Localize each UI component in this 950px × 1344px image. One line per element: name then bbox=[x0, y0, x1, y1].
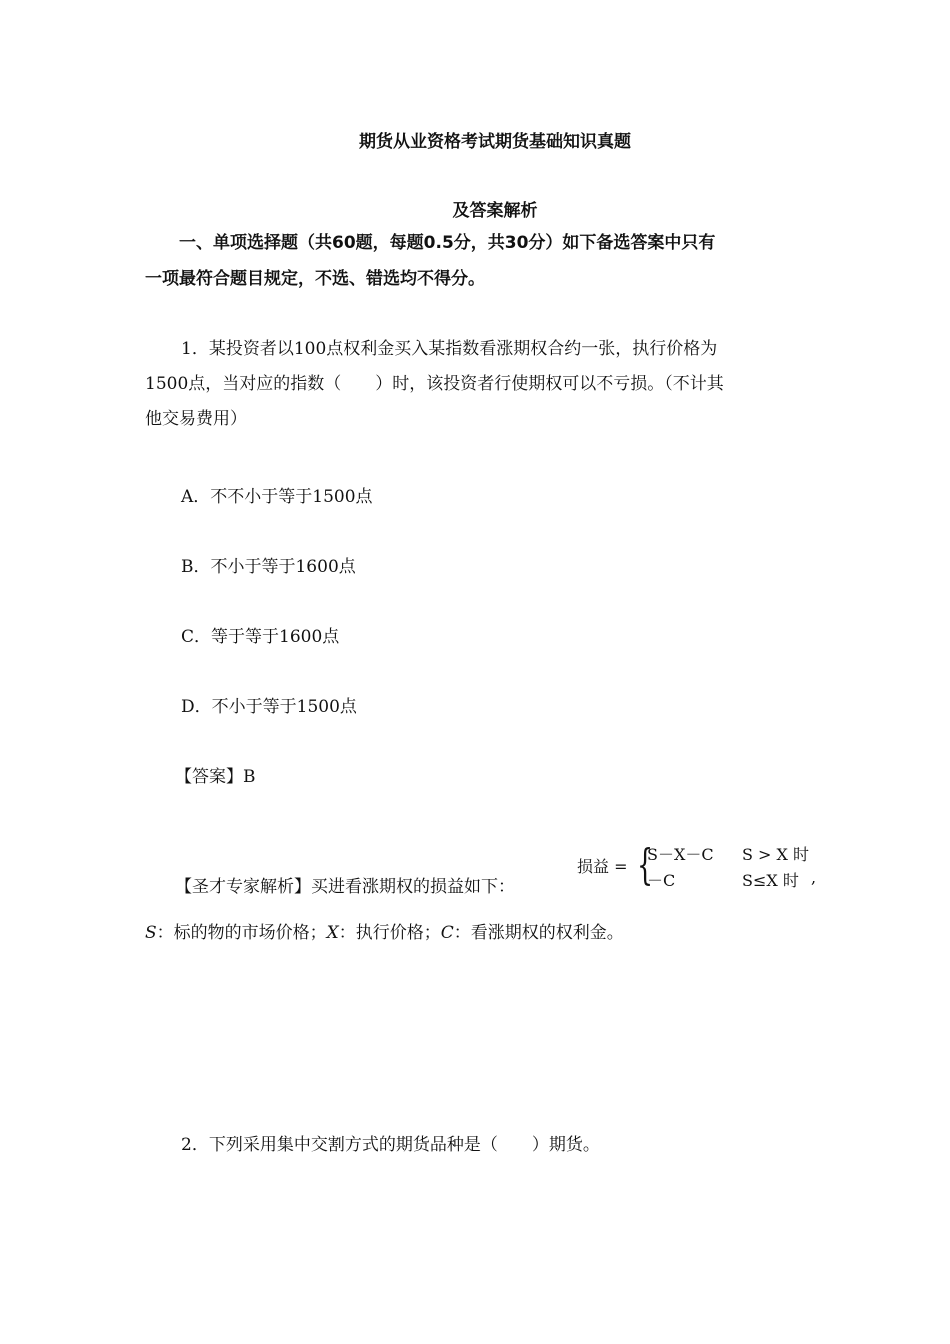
question-1-line-3: 他交易费用） bbox=[145, 409, 247, 429]
question-1-option-c: C．等于等于1600点 bbox=[181, 627, 340, 647]
question-1-answer: 【答案】B bbox=[175, 767, 256, 787]
section-heading-line-1: 一、单项选择题（共60题，每题0.5分，共30分）如下备选答案中只有 bbox=[179, 233, 716, 253]
legend-symbol-s: S bbox=[145, 923, 157, 943]
formula-row-2-expression: －C bbox=[647, 871, 676, 890]
document-title: 期货从业资格考试期货基础知识真题 bbox=[359, 132, 631, 152]
section-heading-line-2: 一项最符合题目规定，不选、错选均不得分。 bbox=[145, 269, 485, 289]
legend-text-x: ：执行价格； bbox=[338, 923, 441, 943]
question-1-stem bbox=[145, 332, 815, 437]
formula-legend bbox=[145, 918, 624, 943]
formula-row-2-condition: S≤X 时 bbox=[742, 871, 799, 890]
formula-row-1-condition: S > X 时 bbox=[742, 845, 810, 864]
question-1-option-b: B．不小于等于1600点 bbox=[181, 557, 356, 577]
formula-row-1-expression: S－X－C bbox=[647, 845, 714, 864]
legend-text-c: ：看涨期权的权利金。 bbox=[453, 923, 624, 943]
question-1-line-2: 1500点，当对应的指数（ ）时，该投资者行使期权可以不亏损。（不计其 bbox=[145, 374, 724, 394]
payoff-formula bbox=[577, 842, 817, 890]
document-subtitle: 及答案解析 bbox=[452, 201, 538, 221]
legend-text-s: ：标的物的市场价格； bbox=[156, 923, 327, 943]
formula-lhs: 损益 = bbox=[577, 857, 628, 876]
question-1-option-a: A．不不小于等于1500点 bbox=[181, 487, 373, 507]
legend-symbol-x: X bbox=[326, 923, 339, 943]
question-1-analysis: 【圣才专家解析】买进看涨期权的损益如下： bbox=[175, 877, 515, 897]
formula-comma: , bbox=[811, 868, 817, 887]
question-2-stem: 2．下列采用集中交割方式的期货品种是（ ）期货。 bbox=[181, 1135, 600, 1155]
formula-brace: { bbox=[637, 840, 654, 889]
question-1-option-d: D．不小于等于1500点 bbox=[181, 697, 357, 717]
question-1-line-1: 1．某投资者以100点权利金买入某指数看涨期权合约一张，执行价格为 bbox=[181, 339, 718, 359]
section-heading bbox=[145, 225, 815, 297]
legend-symbol-c: C bbox=[440, 923, 454, 943]
